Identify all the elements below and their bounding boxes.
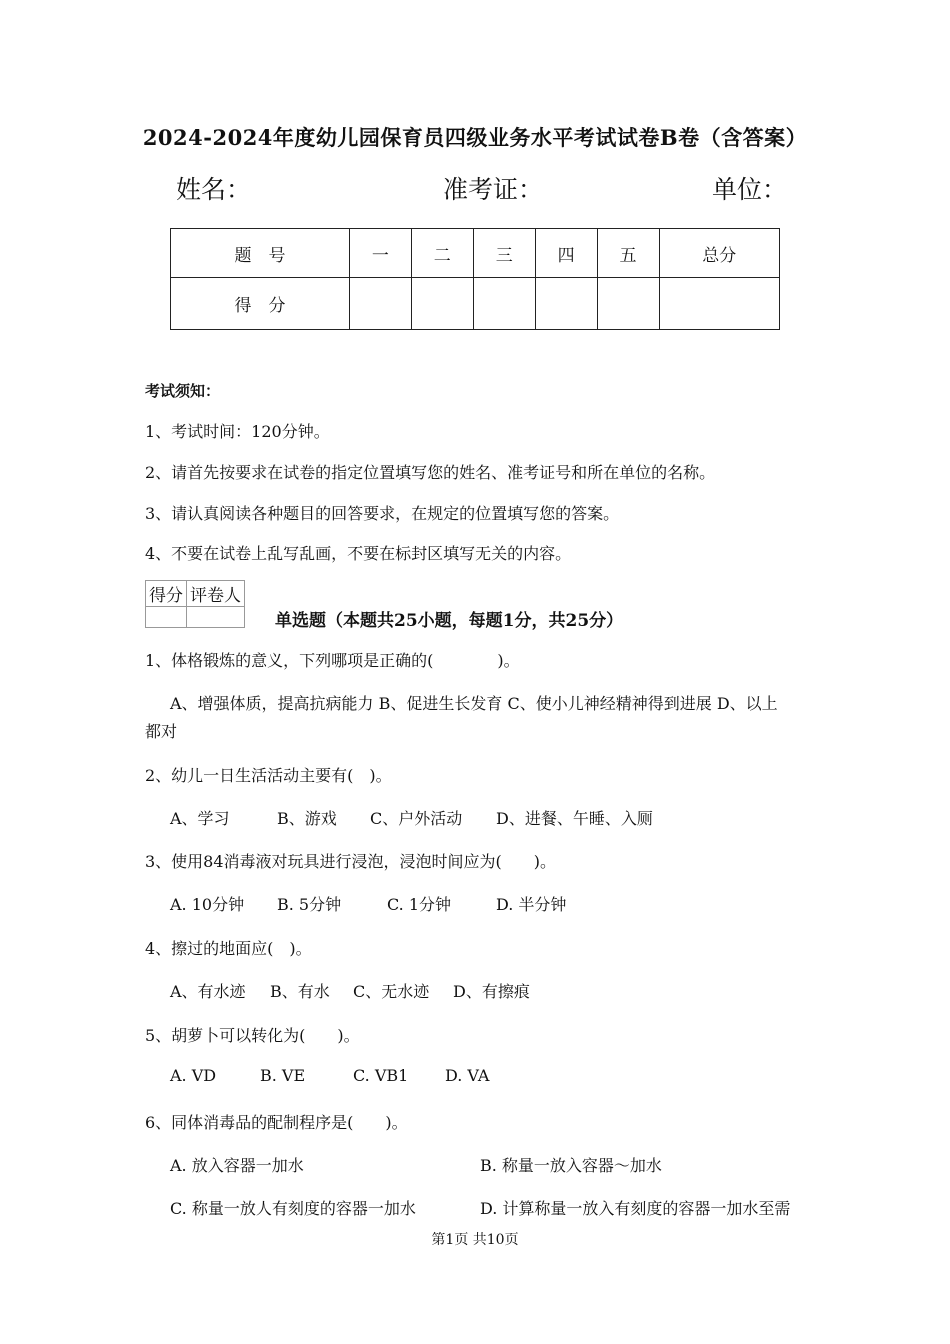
option: C. 称量一放人有刻度的容器一加水 bbox=[170, 1199, 416, 1218]
score-cell bbox=[535, 278, 597, 330]
option: C. VB1 bbox=[353, 1066, 409, 1085]
score-table bbox=[170, 228, 780, 330]
score-header-cell: 五 bbox=[597, 229, 659, 278]
notice-item: 1、考试时间：120分钟。 bbox=[145, 422, 330, 441]
question-options: 都对 bbox=[145, 722, 178, 741]
grader-score-cell bbox=[146, 607, 187, 628]
option: A、学习 bbox=[170, 809, 230, 828]
notice-item: 2、请首先按要求在试卷的指定位置填写您的姓名、准考证号和所在单位的名称。 bbox=[145, 463, 716, 482]
option: D. 半分钟 bbox=[496, 895, 567, 914]
option: B. 称量一放入容器～加水 bbox=[480, 1156, 662, 1175]
option: B. 5分钟 bbox=[277, 895, 342, 914]
unit-label: 单位： bbox=[712, 175, 788, 204]
question-options: A、增强体质，提高抗病能力 B、促进生长发育 C、使小儿神经精神得到进展 D、以上 bbox=[170, 694, 778, 713]
grader-box bbox=[145, 580, 245, 628]
grader-score-label: 得分 bbox=[146, 581, 187, 607]
score-row-label: 得 分 bbox=[171, 278, 350, 330]
grader-name-cell bbox=[187, 607, 245, 628]
score-table-header-row bbox=[171, 229, 780, 278]
score-cell bbox=[411, 278, 473, 330]
score-cell bbox=[597, 278, 659, 330]
score-cell bbox=[473, 278, 535, 330]
question-stem: 6、同体消毒品的配制程序是( )。 bbox=[145, 1113, 408, 1132]
question-stem: 4、擦过的地面应( )。 bbox=[145, 939, 312, 958]
option: C、无水迹 bbox=[353, 982, 430, 1001]
notice-heading: 考试须知： bbox=[145, 382, 221, 400]
score-header-cell: 二 bbox=[411, 229, 473, 278]
notice-item: 4、不要在试卷上乱写乱画，不要在标封区填写无关的内容。 bbox=[145, 544, 572, 563]
option: A. VD bbox=[170, 1066, 217, 1085]
option: B、有水 bbox=[270, 982, 330, 1001]
option: B. VE bbox=[260, 1066, 306, 1085]
page-footer: 第1页 共10页 bbox=[431, 1232, 519, 1248]
score-header-cell: 四 bbox=[535, 229, 597, 278]
option: D. 计算称量一放入有刻度的容器一加水至需 bbox=[480, 1199, 791, 1218]
option: B、游戏 bbox=[277, 809, 337, 828]
option: C. 1分钟 bbox=[387, 895, 452, 914]
document-title: 2024-2024年度幼儿园保育员四级业务水平考试试卷B卷（含答案） bbox=[142, 125, 808, 150]
score-header-cell: 总分 bbox=[659, 229, 779, 278]
notice-item: 3、请认真阅读各种题目的回答要求，在规定的位置填写您的答案。 bbox=[145, 504, 620, 523]
question-stem: 1、体格锻炼的意义，下列哪项是正确的( )。 bbox=[145, 651, 520, 670]
option: A. 放入容器一加水 bbox=[170, 1156, 304, 1175]
score-header-cell: 三 bbox=[473, 229, 535, 278]
section-title: 单选题（本题共25小题，每题1分，共25分） bbox=[275, 611, 624, 631]
score-cell bbox=[349, 278, 411, 330]
option: A、有水迹 bbox=[170, 982, 246, 1001]
score-header-cell: 题 号 bbox=[171, 229, 350, 278]
question-stem: 2、幼儿一日生活活动主要有( )。 bbox=[145, 766, 392, 785]
option: A. 10分钟 bbox=[170, 895, 245, 914]
name-label: 姓名： bbox=[176, 175, 252, 204]
score-header-cell: 一 bbox=[349, 229, 411, 278]
ticket-number-label: 准考证： bbox=[443, 175, 544, 204]
score-cell bbox=[659, 278, 779, 330]
score-table-score-row bbox=[171, 278, 780, 330]
option: D、有擦痕 bbox=[453, 982, 530, 1001]
option: D. VA bbox=[445, 1066, 490, 1085]
question-stem: 5、胡萝卜可以转化为( )。 bbox=[145, 1026, 360, 1045]
question-stem: 3、使用84消毒液对玩具进行浸泡，浸泡时间应为( )。 bbox=[145, 852, 557, 871]
option: C、户外活动 bbox=[370, 809, 463, 828]
grader-name-label: 评卷人 bbox=[187, 581, 245, 607]
option: D、进餐、午睡、入厕 bbox=[496, 809, 653, 828]
